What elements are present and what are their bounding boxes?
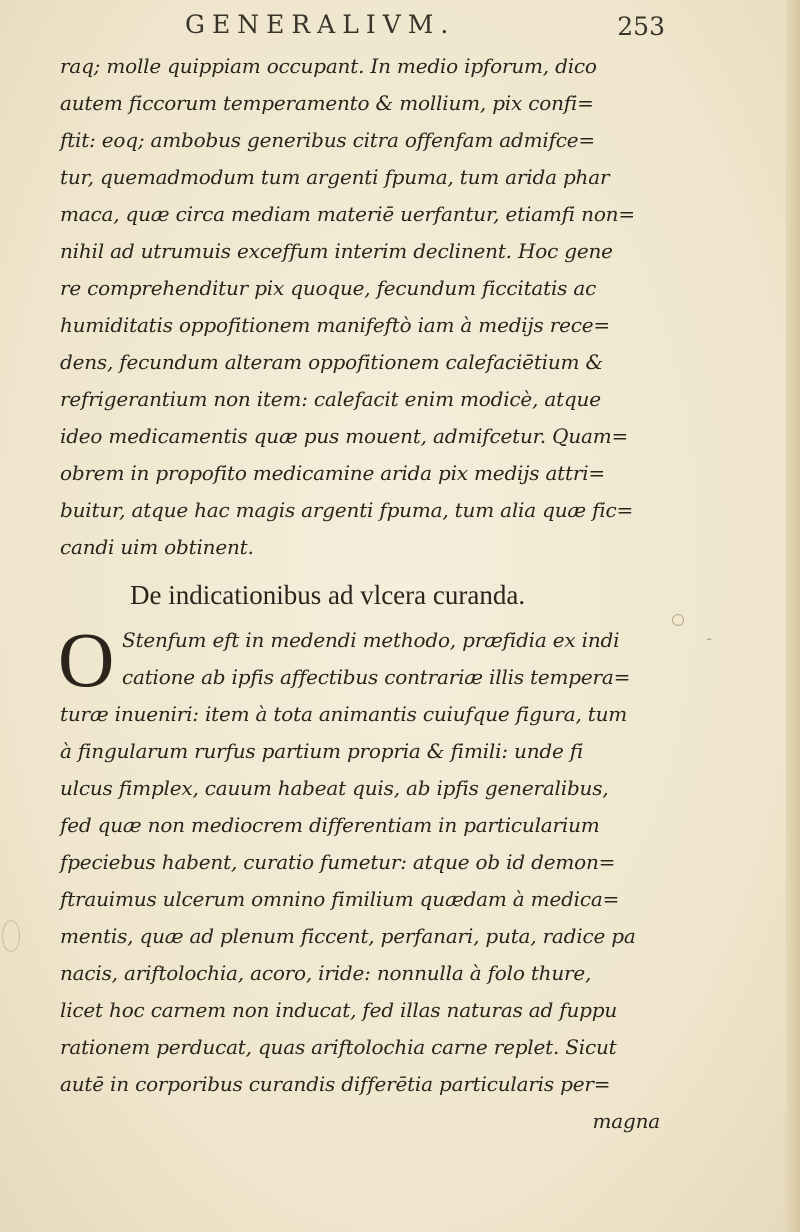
paragraph-2 — [58, 616, 660, 1140]
running-head: GENERALIVM. — [185, 10, 456, 39]
text-line: nihil ad utrumuis exceffum interim declinent. Hoc gene — [60, 239, 613, 263]
text-line: candi uim obtinent. — [60, 535, 254, 559]
paragraph-1 — [60, 48, 660, 566]
text-line: ftrauimus ulcerum omnino fimilium quædam à medica= — [60, 887, 620, 911]
text-line: dens, fecundum alteram oppofitionem calefaciētium & — [60, 350, 604, 374]
page-header — [185, 10, 665, 44]
text-line: autē in corporibus curandis differētia particularis per= — [60, 1072, 611, 1096]
text-line: refrigerantium non item: calefacit enim modicè, atque — [60, 387, 601, 411]
text-line: Stenfum eft in medendi methodo, præfidia ex indi — [122, 628, 620, 652]
text-line: fed quæ non mediocrem differentiam in particularium — [60, 813, 600, 837]
paper-blemish — [2, 920, 20, 952]
text-line: buitur, atque hac magis argenti fpuma, tum alia quæ fic= — [60, 498, 634, 522]
text-line: catione ab ipfis affectibus contrariæ illis tempera= — [122, 665, 631, 689]
text-line: turæ inueniri: item à tota animantis cuiufque figura, tum — [60, 702, 628, 726]
text-line: ftit: eoq; ambobus generibus citra offenfam admifce= — [60, 128, 595, 152]
text-line: ulcus fimplex, cauum habeat quis, ab ipfis generalibus, — [60, 776, 609, 800]
text-line: fpeciebus habent, curatio fumetur: atque ob id demon= — [60, 850, 616, 874]
page-number: 253 — [617, 12, 665, 41]
text-line: raq; molle quippiam occupant. In medio ipforum, dico — [60, 54, 597, 78]
catchword: magna — [592, 1109, 660, 1133]
text-line: maca, quæ circa mediam materiē uerfantur, etiamfi non= — [60, 202, 635, 226]
page-edge — [786, 0, 800, 1232]
margin-mark: - — [706, 628, 713, 649]
text-line: mentis, quæ ad plenum ficcent, perfanari, puta, radice pa — [60, 924, 636, 948]
text-line: autem ficcorum temperamento & mollium, pix confi= — [60, 91, 594, 115]
text-line: à fingularum rurfus partium propria & fimili: unde fi — [60, 739, 584, 763]
text-line: ideo medicamentis quæ pus mouent, admifcetur. Quam= — [60, 424, 629, 448]
text-line: nacis, ariftolochia, acoro, iride: nonnulla à folo thure, — [60, 961, 592, 985]
text-line: rationem perducat, quas ariftolochia carne replet. Sicut — [60, 1035, 617, 1059]
section-title: De indicationibus ad vlcera curanda. — [130, 580, 526, 610]
text-line: obrem in propofito medicamine arida pix medijs attri= — [60, 461, 605, 485]
text-line: tur, quemadmodum tum argenti fpuma, tum arida phar — [60, 165, 610, 189]
drop-initial: O — [58, 616, 115, 703]
text-line: re comprehenditur pix quoque, fecundum ficcitatis ac — [60, 276, 597, 300]
text-line: humiditatis oppofitionem manifeftò iam à medijs rece= — [60, 313, 610, 337]
text-line: licet hoc carnem non inducat, fed illas naturas ad fuppu — [60, 998, 618, 1022]
paper-blemish — [672, 614, 684, 626]
